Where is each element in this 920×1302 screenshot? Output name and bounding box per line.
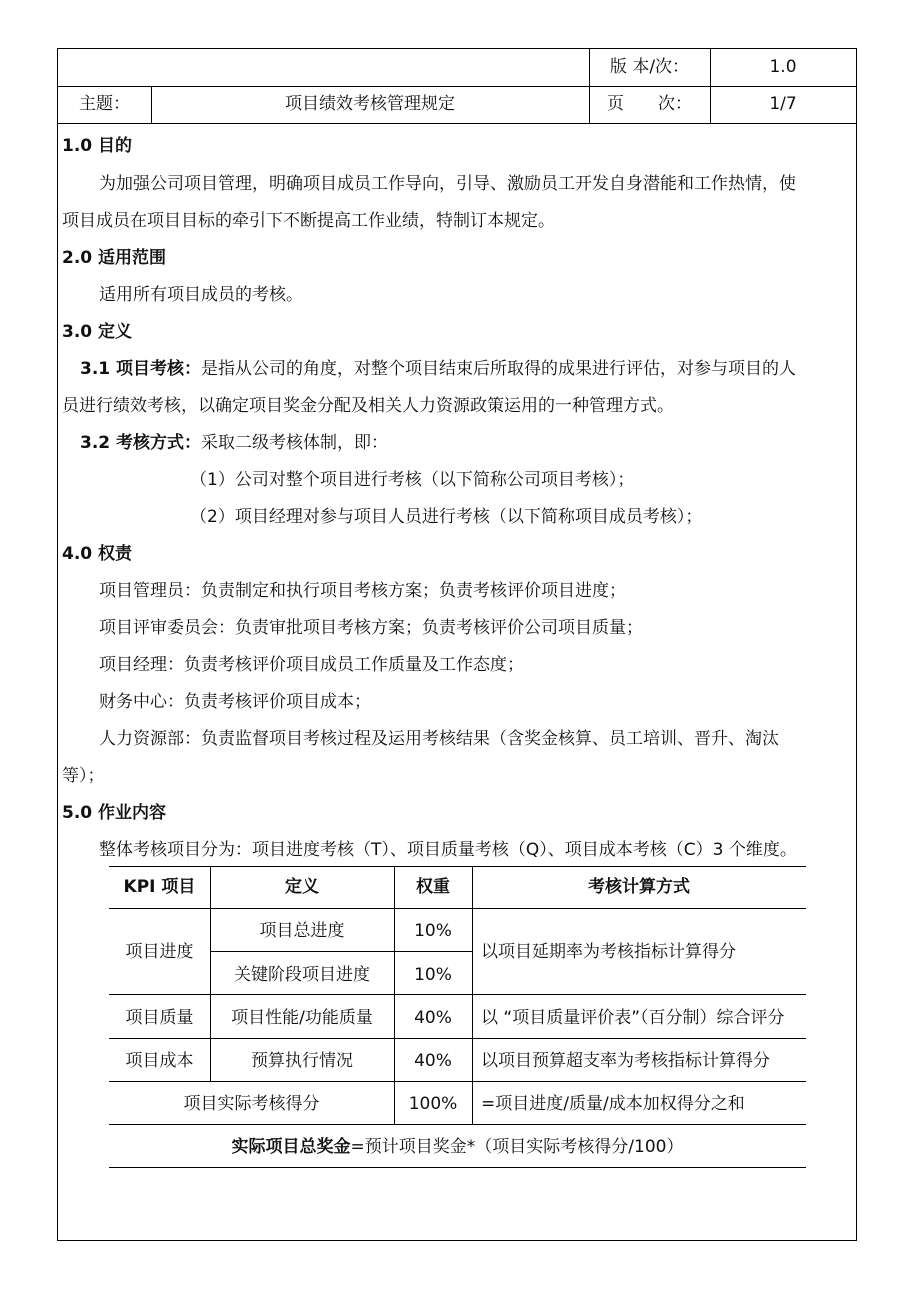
kpi-header-definition: 定义 xyxy=(285,877,319,897)
page-value: 1/7 xyxy=(769,94,797,114)
version-value: 1.0 xyxy=(769,57,797,77)
kpi-progress-definition-1: 项目总进度 xyxy=(259,921,345,941)
bonus-formula xyxy=(109,1134,806,1160)
kpi-cost-method: 以项目预算超支率为考核指标计算得分 xyxy=(481,1051,770,1071)
version-label: 版 本/次： xyxy=(609,57,690,77)
kpi-progress-label: 项目进度 xyxy=(125,942,194,962)
kpi-total-weight: 100% xyxy=(408,1094,458,1114)
section-5-paragraph: 整体考核项目分为：项目进度考核（T）、项目质量考核（Q）、项目成本考核（C）3 个维度。 xyxy=(99,840,797,860)
section-2-title: 2.0 适用范围 xyxy=(62,248,167,268)
kpi-cost-label: 项目成本 xyxy=(125,1051,194,1071)
responsibility-hr-continued: 等）； xyxy=(62,766,105,786)
definition-3-2-term: 3.2 考核方式： xyxy=(80,433,202,453)
definition-3-1 xyxy=(80,356,796,382)
kpi-header-weight: 权重 xyxy=(416,877,450,897)
definition-3-1-term: 3.1 项目考核： xyxy=(80,359,202,379)
section-5-title: 5.0 作业内容 xyxy=(62,803,167,823)
kpi-quality-label: 项目质量 xyxy=(125,1008,194,1028)
kpi-header-method: 考核计算方式 xyxy=(588,877,690,897)
kpi-cost-definition: 预算执行情况 xyxy=(251,1051,353,1071)
kpi-progress-weight-2: 10% xyxy=(414,965,452,985)
responsibility-project-admin: 项目管理员：负责制定和执行项目考核方案；负责考核评价项目进度； xyxy=(99,581,626,601)
kpi-progress-definition-2: 关键阶段项目进度 xyxy=(234,965,370,985)
kpi-total-label: 项目实际考核得分 xyxy=(183,1094,320,1114)
bonus-formula-term: 实际项目总奖金 xyxy=(231,1137,351,1157)
kpi-total-method: =项目进度/质量/成本加权得分之和 xyxy=(481,1094,745,1114)
responsibility-hr: 人力资源部：负责监督项目考核过程及运用考核结果（含奖金核算、员工培训、晋升、淘汰 xyxy=(99,729,779,749)
responsibility-finance: 财务中心：负责考核评价项目成本； xyxy=(99,692,371,712)
definition-3-2-text: 采取二级考核体制，即： xyxy=(201,433,389,453)
header-row-version xyxy=(58,49,856,87)
page-label: 页 次： xyxy=(607,94,692,114)
kpi-quality-method: 以 “项目质量评价表”（百分制）综合评分 xyxy=(481,1008,785,1028)
kpi-cost-weight: 40% xyxy=(414,1051,452,1071)
kpi-progress-weight-1: 10% xyxy=(414,921,452,941)
section-1-title: 1.0 目的 xyxy=(62,136,133,156)
responsibility-review-committee: 项目评审委员会：负责审批项目考核方案；负责考核评价公司项目质量； xyxy=(99,618,643,638)
section-1-paragraph-line-2: 项目成员在项目目标的牵引下不断提高工作业绩，特制订本规定。 xyxy=(62,211,555,231)
kpi-header-item: KPI 项目 xyxy=(123,877,196,897)
definition-3-2-item-1: （1）公司对整个项目进行考核（以下简称公司项目考核）； xyxy=(190,470,635,490)
definition-3-2 xyxy=(80,430,388,456)
subject-value: 项目绩效考核管理规定 xyxy=(285,94,455,114)
document-frame xyxy=(57,48,857,1241)
section-3-title: 3.0 定义 xyxy=(62,322,133,342)
definition-3-1-continued: 员进行绩效考核，以确定项目奖金分配及相关人力资源政策运用的一种管理方式。 xyxy=(62,396,674,416)
responsibility-project-manager: 项目经理：负责考核评价项目成员工作质量及工作态度； xyxy=(99,655,524,675)
bonus-formula-expression: =预计项目奖金*（项目实际考核得分/100） xyxy=(350,1137,684,1157)
section-1-paragraph-line-1: 为加强公司项目管理，明确项目成员工作导向，引导、激励员工开发自身潜能和工作热情，使 xyxy=(99,174,796,194)
kpi-quality-definition: 项目性能/功能质量 xyxy=(231,1008,373,1028)
definition-3-1-text: 是指从公司的角度，对整个项目结束后所取得的成果进行评估，对参与项目的人 xyxy=(201,359,797,379)
subject-label: 主题： xyxy=(79,94,130,114)
definition-3-2-item-2: （2）项目经理对参与项目人员进行考核（以下简称项目成员考核）； xyxy=(190,507,703,527)
section-4-title: 4.0 权责 xyxy=(62,544,133,564)
kpi-quality-weight: 40% xyxy=(414,1008,452,1028)
header-row-subject xyxy=(58,86,856,123)
document-header xyxy=(58,49,856,124)
kpi-progress-method: 以项目延期率为考核指标计算得分 xyxy=(481,942,736,962)
section-2-paragraph: 适用所有项目成员的考核。 xyxy=(99,285,303,305)
